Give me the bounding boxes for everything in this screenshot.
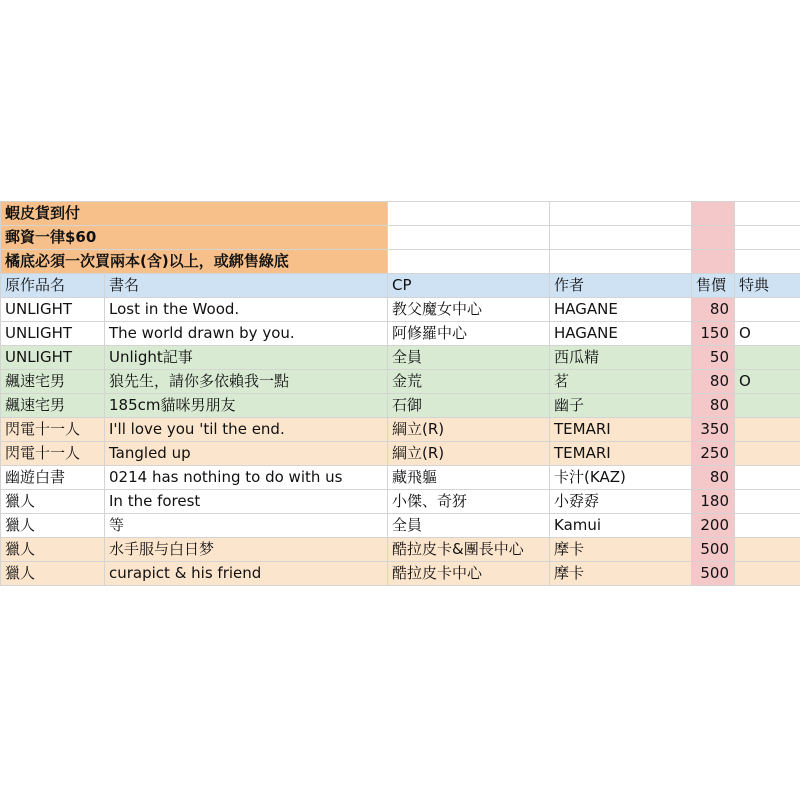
cell-price[interactable]: 500 (692, 538, 735, 562)
cell-cp[interactable]: 石御 (388, 394, 550, 418)
spreadsheet-body (1, 202, 800, 586)
cell-price[interactable]: 250 (692, 442, 735, 466)
cell-original-work[interactable]: 飆速宅男 (1, 370, 105, 394)
cell-bonus[interactable] (735, 394, 800, 418)
header-cell-title[interactable]: 書名 (105, 274, 388, 298)
cell-price[interactable]: 80 (692, 298, 735, 322)
empty-cell[interactable] (550, 202, 692, 226)
cell-bonus[interactable] (735, 442, 800, 466)
empty-cell[interactable] (388, 250, 550, 274)
cell-original-work[interactable]: 獵人 (1, 490, 105, 514)
empty-cell[interactable] (735, 226, 800, 250)
cell-cp[interactable]: 全員 (388, 346, 550, 370)
cell-cp[interactable]: 金荒 (388, 370, 550, 394)
cell-price[interactable]: 150 (692, 322, 735, 346)
cell-cp[interactable]: 阿修羅中心 (388, 322, 550, 346)
notice-row (1, 226, 800, 250)
cell-price[interactable]: 200 (692, 514, 735, 538)
cell-bonus[interactable] (735, 562, 800, 586)
table-row (1, 562, 800, 586)
cell-original-work[interactable]: UNLIGHT (1, 346, 105, 370)
cell-original-work[interactable]: UNLIGHT (1, 298, 105, 322)
cell-cp[interactable]: 小傑、奇犽 (388, 490, 550, 514)
table-row (1, 490, 800, 514)
cell-author[interactable]: TEMARI (550, 442, 692, 466)
empty-price-cell[interactable] (692, 226, 735, 250)
cell-cp[interactable]: 藏飛軀 (388, 466, 550, 490)
header-cell-price[interactable]: 售價 (692, 274, 735, 298)
header-cell-original-work[interactable]: 原作品名 (1, 274, 105, 298)
cell-title[interactable]: 等 (105, 514, 388, 538)
cell-author[interactable]: HAGANE (550, 298, 692, 322)
cell-cp[interactable]: 酷拉皮卡&團長中心 (388, 538, 550, 562)
table-row (1, 418, 800, 442)
cell-author[interactable]: 西瓜精 (550, 346, 692, 370)
empty-price-cell[interactable] (692, 250, 735, 274)
cell-title[interactable]: Unlight記事 (105, 346, 388, 370)
cell-title[interactable]: I'll love you 'til the end. (105, 418, 388, 442)
table-row (1, 394, 800, 418)
table-row (1, 322, 800, 346)
cell-bonus[interactable] (735, 466, 800, 490)
cell-author[interactable]: 茗 (550, 370, 692, 394)
notice-row (1, 202, 800, 226)
cell-cp[interactable]: 教父魔女中心 (388, 298, 550, 322)
cell-cp[interactable]: 綱立(R) (388, 418, 550, 442)
cell-bonus[interactable]: O (735, 322, 800, 346)
cell-original-work[interactable]: 獵人 (1, 514, 105, 538)
cell-title[interactable]: curapict & his friend (105, 562, 388, 586)
cell-price[interactable]: 80 (692, 370, 735, 394)
cell-title[interactable]: Lost in the Wood. (105, 298, 388, 322)
empty-cell[interactable] (550, 226, 692, 250)
header-row (1, 274, 800, 298)
cell-price[interactable]: 50 (692, 346, 735, 370)
cell-original-work[interactable]: 飆速宅男 (1, 394, 105, 418)
cell-bonus[interactable] (735, 490, 800, 514)
cell-cp[interactable]: 全員 (388, 514, 550, 538)
cell-author[interactable]: Kamui (550, 514, 692, 538)
cell-title[interactable]: In the forest (105, 490, 388, 514)
table-row (1, 298, 800, 322)
spreadsheet-table (0, 201, 800, 586)
cell-title[interactable]: 0214 has nothing to do with us (105, 466, 388, 490)
empty-price-cell[interactable] (692, 202, 735, 226)
empty-cell[interactable] (735, 202, 800, 226)
cell-price[interactable]: 350 (692, 418, 735, 442)
header-cell-bonus[interactable]: 特典 (735, 274, 800, 298)
cell-price[interactable]: 180 (692, 490, 735, 514)
header-cell-cp[interactable]: CP (388, 274, 550, 298)
cell-original-work[interactable]: 閃電十一人 (1, 442, 105, 466)
table-row (1, 514, 800, 538)
cell-cp[interactable]: 綱立(R) (388, 442, 550, 466)
cell-price[interactable]: 500 (692, 562, 735, 586)
cell-title[interactable]: 水手服与白日梦 (105, 538, 388, 562)
cell-price[interactable]: 80 (692, 466, 735, 490)
cell-title[interactable]: 185cm貓咪男朋友 (105, 394, 388, 418)
notice-cell[interactable]: 蝦皮貨到付 (1, 202, 388, 226)
cell-bonus[interactable] (735, 418, 800, 442)
cell-bonus[interactable]: O (735, 370, 800, 394)
table-row (1, 466, 800, 490)
cell-author[interactable]: 摩卡 (550, 538, 692, 562)
cell-original-work[interactable]: UNLIGHT (1, 322, 105, 346)
empty-cell[interactable] (388, 202, 550, 226)
cell-author[interactable]: 幽子 (550, 394, 692, 418)
cell-original-work[interactable]: 獵人 (1, 538, 105, 562)
cell-bonus[interactable] (735, 514, 800, 538)
cell-title[interactable]: 狼先生，請你多依賴我一點 (105, 370, 388, 394)
table-row (1, 538, 800, 562)
table-row (1, 346, 800, 370)
notice-row (1, 250, 800, 274)
cell-title[interactable]: Tangled up (105, 442, 388, 466)
cell-bonus[interactable] (735, 538, 800, 562)
empty-cell[interactable] (735, 250, 800, 274)
cell-title[interactable]: The world drawn by you. (105, 322, 388, 346)
cell-cp[interactable]: 酷拉皮卡中心 (388, 562, 550, 586)
empty-cell[interactable] (388, 226, 550, 250)
cell-author[interactable]: 摩卡 (550, 562, 692, 586)
cell-bonus[interactable] (735, 298, 800, 322)
table-row (1, 370, 800, 394)
cell-bonus[interactable] (735, 346, 800, 370)
cell-price[interactable]: 80 (692, 394, 735, 418)
cell-author[interactable]: TEMARI (550, 418, 692, 442)
cell-author[interactable]: 卡汁(KAZ) (550, 466, 692, 490)
header-cell-author[interactable]: 作者 (550, 274, 692, 298)
notice-cell[interactable]: 郵資一律$60 (1, 226, 388, 250)
cell-author[interactable]: HAGANE (550, 322, 692, 346)
empty-cell[interactable] (550, 250, 692, 274)
cell-original-work[interactable]: 獵人 (1, 562, 105, 586)
cell-original-work[interactable]: 閃電十一人 (1, 418, 105, 442)
table-row (1, 442, 800, 466)
cell-author[interactable]: 小孬孬 (550, 490, 692, 514)
notice-cell[interactable]: 橘底必須一次買兩本(含)以上，或綁售綠底 (1, 250, 388, 274)
cell-original-work[interactable]: 幽遊白書 (1, 466, 105, 490)
